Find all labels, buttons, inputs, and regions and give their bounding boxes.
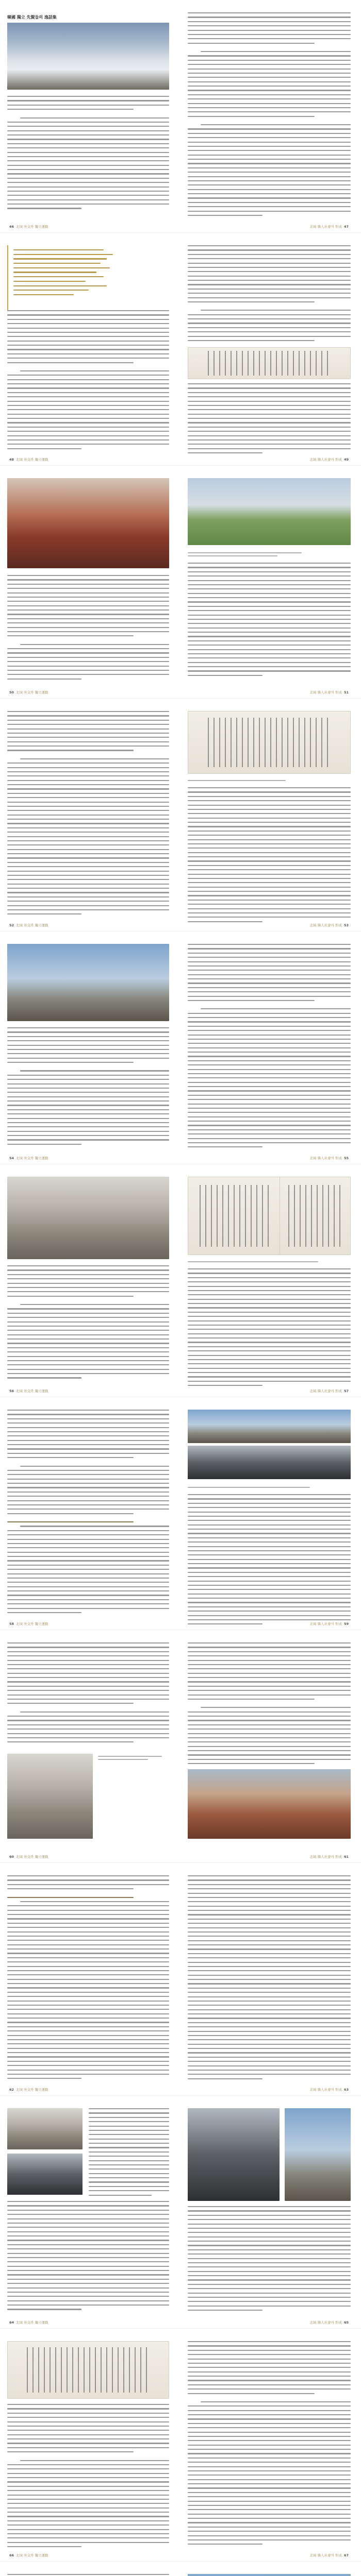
page-right xyxy=(182,1863,357,2096)
page-footer: 48 北域 外交와 獨立運動 xyxy=(9,457,48,462)
page-footer: 北域 韓人社會의 形成 55 xyxy=(309,1156,349,1160)
body-text xyxy=(188,1875,351,2082)
body-text xyxy=(188,1642,351,1768)
page-footer: 北域 韓人社會의 形成 61 xyxy=(309,1855,349,1859)
spread-12 xyxy=(0,2562,361,2576)
pull-quote xyxy=(7,245,169,310)
parliament-building-photo xyxy=(188,478,351,545)
body-text xyxy=(188,12,351,219)
spread-1 xyxy=(0,0,361,233)
monument-photo xyxy=(188,1446,351,1479)
spread-6 xyxy=(0,1164,361,1397)
page-right xyxy=(182,1630,357,1863)
page-footer: 58 北域 外交와 獨立運動 xyxy=(9,1622,48,1626)
standing-statue-photo xyxy=(188,2108,280,2201)
traditional-hall-photo xyxy=(7,944,169,1021)
page-right xyxy=(182,2329,357,2562)
page-right xyxy=(182,699,357,931)
page-footer: 北域 韓人社會의 形成 53 xyxy=(309,923,349,927)
page-right xyxy=(182,466,357,699)
spread-3 xyxy=(0,466,361,699)
city-building-photo xyxy=(188,2574,351,2576)
body-text xyxy=(188,245,351,344)
statue-photo-2 xyxy=(7,2154,83,2195)
body-text xyxy=(7,1642,169,1746)
page-left xyxy=(0,931,175,1164)
page-footer: 北域 韓人社會의 形成 59 xyxy=(309,1622,349,1626)
page-footer: 北域 韓人社會의 形成 47 xyxy=(309,225,349,229)
page-left xyxy=(0,1164,175,1397)
page-footer: 64 北域 外交와 獨立運動 xyxy=(9,2320,48,2325)
spread-7 xyxy=(0,1397,361,1630)
page-left xyxy=(0,233,175,466)
page-footer: 46 北域 外交와 獨立運動 xyxy=(9,225,48,229)
calligraphy-scroll-image xyxy=(188,711,351,774)
body-text xyxy=(188,383,351,456)
body-text xyxy=(188,1259,351,1389)
page-footer: 北域 韓人社會의 形成 63 xyxy=(309,2088,349,2092)
body-text xyxy=(7,2404,169,2550)
body-text xyxy=(188,2341,351,2548)
page-right xyxy=(182,233,357,466)
body-text xyxy=(7,96,169,212)
page-footer: 50 北域 外交와 獨立運動 xyxy=(9,690,48,694)
body-text xyxy=(7,310,169,452)
page-left xyxy=(0,699,175,931)
body-text xyxy=(7,711,169,918)
page-left xyxy=(0,2329,175,2562)
page-right xyxy=(182,1397,357,1630)
page-footer: 北域 韓人社會의 形成 51 xyxy=(309,690,349,694)
page-right xyxy=(182,1164,357,1397)
statue-photo-1 xyxy=(7,2108,83,2149)
memorial-statue-photo xyxy=(7,1754,93,1839)
body-text xyxy=(7,575,169,683)
page-footer: 54 北域 外交와 獨立運動 xyxy=(9,1156,48,1160)
body-text xyxy=(188,550,351,679)
spread-11 xyxy=(0,2329,361,2562)
page-right xyxy=(182,931,357,1164)
body-text xyxy=(7,1027,169,1148)
snow-building-photo xyxy=(7,23,169,90)
spread-2 xyxy=(0,233,361,466)
page-right xyxy=(182,2562,357,2576)
stone-stele-image-2 xyxy=(280,1177,351,1255)
page-left xyxy=(0,1630,175,1863)
page-left xyxy=(0,2096,175,2329)
body-text xyxy=(188,1485,351,1628)
spread-4 xyxy=(0,699,361,931)
body-text xyxy=(188,2206,351,2314)
page-left xyxy=(0,1397,175,1630)
page-footer: 62 北域 外交와 獨立運動 xyxy=(9,2088,48,2092)
spread-10 xyxy=(0,2096,361,2329)
street-building-photo xyxy=(7,1177,169,1259)
body-text xyxy=(7,2574,169,2576)
page-footer: 北域 韓人社會의 形成 65 xyxy=(309,2320,349,2325)
stone-stele-image xyxy=(188,1177,285,1255)
body-text xyxy=(7,2201,169,2313)
manuscript-image xyxy=(188,347,351,379)
page-footer: 66 北域 外交와 獨立運動 xyxy=(9,2553,48,2557)
spread-9 xyxy=(0,1863,361,2096)
body-text xyxy=(7,1875,169,2082)
page-left xyxy=(0,0,175,233)
page-footer: 56 北域 外交와 獨立運動 xyxy=(9,1389,48,1393)
spread-8 xyxy=(0,1630,361,1863)
page-left xyxy=(0,2562,175,2576)
mosque-dome-photo xyxy=(188,1410,351,1443)
pagoda-building-photo xyxy=(7,478,169,568)
page-left xyxy=(0,466,175,699)
chapter-heading: 韓國 獨立 先賢들의 逸話集 xyxy=(7,15,57,20)
red-hall-photo xyxy=(188,1769,351,1839)
monument-column-photo xyxy=(285,2108,351,2201)
page-footer: 60 北域 外交와 獨立運動 xyxy=(9,1855,48,1859)
body-text xyxy=(188,944,351,1151)
inscription-board-image xyxy=(7,2341,169,2399)
body-text xyxy=(7,1265,169,1382)
page-footer: 北域 韓人社會의 形成 49 xyxy=(309,457,349,462)
spread-5 xyxy=(0,931,361,1164)
body-text xyxy=(188,778,351,925)
body-text xyxy=(7,1410,169,1616)
page-footer: 52 北域 外交와 獨立運動 xyxy=(9,923,48,927)
page-footer: 北域 韓人社會의 形成 57 xyxy=(309,1389,349,1393)
page-right xyxy=(182,2096,357,2329)
page-footer: 北域 韓人社會의 形成 67 xyxy=(309,2553,349,2557)
photo-caption xyxy=(98,1754,169,1762)
body-text xyxy=(89,2108,169,2199)
page-right xyxy=(182,0,357,233)
page-left xyxy=(0,1863,175,2096)
